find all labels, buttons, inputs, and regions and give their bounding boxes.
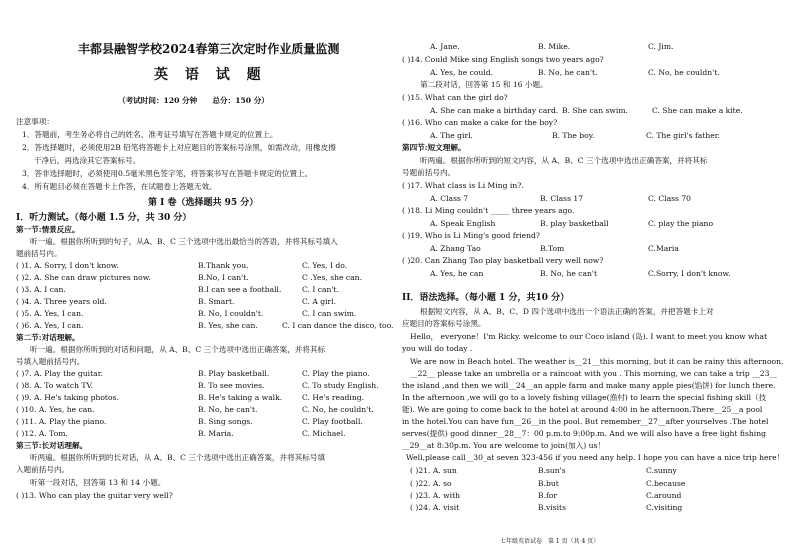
note-item: 干净后，再选涂其它答案标号。	[34, 156, 141, 165]
option-a: A. Yes, he could.	[430, 68, 494, 77]
option-a: A. She can make a birthday card.	[430, 106, 559, 115]
note-item: 4．所有题目必须在答题卡上作答，在试题卷上答题无效。	[22, 182, 217, 191]
notes-heading: 注意事项：	[16, 117, 54, 126]
option-c: C. Play the piano.	[302, 369, 370, 378]
option-c: C.Maria	[648, 244, 679, 253]
sec2-instr: 号填入题前括号内。	[16, 357, 85, 366]
sec4-title: 第四节:短文理解。	[402, 143, 466, 152]
passage-line: In the afternoon ,we will go to a lovely fishing village(渔村) to learn the special fishing skill（技	[402, 393, 767, 402]
school-title: 丰都县融智学校2024春第三次定时作业质量监测	[78, 42, 340, 56]
option-c: C. He's reading.	[302, 393, 364, 402]
question-item: ( )8. A. To watch TV.	[16, 381, 94, 390]
option-b: B.Tom	[540, 244, 565, 253]
option-b: B. play basketball	[540, 219, 609, 228]
passage-line: serves(提供) good dinner__28__7：00 p.m.to 9:00p.m. And we will also have a free light fishing	[402, 429, 766, 438]
option-c: C. A girl.	[302, 297, 337, 306]
option-b: B.sun's	[538, 466, 566, 475]
passage-line: the island ,and then we will__24__an apple farm and make many apple pies(馅饼) for lunch there.	[402, 381, 776, 390]
option-b: B.but	[538, 479, 559, 488]
option-c: C. No, he couldn't.	[302, 405, 374, 414]
option-b: B. She can swim.	[562, 106, 628, 115]
option-c: C. I can swim.	[302, 309, 357, 318]
sec4-instr: 号题前括号内。	[402, 168, 456, 177]
question-item: ( )15. What can the girl do?	[402, 93, 508, 102]
option-b: B. No, he can't.	[538, 68, 598, 77]
question-item: ( )4. A. Three years old.	[16, 297, 107, 306]
question-item: ( )9. A. He's taking photos.	[16, 393, 119, 402]
option-c: C.Sorry, I don't know.	[648, 269, 731, 278]
option-c: C.sunny	[646, 466, 677, 475]
listening-title: I．听力测试。（每小题 1.5 分，共 30 分）	[16, 213, 192, 223]
question-item: ( )18. Li Ming couldn't _____ three years ago.	[402, 206, 575, 215]
question-item: ( )24. A. visit	[410, 503, 460, 512]
option-a: A. Zhang Tao	[430, 244, 481, 253]
grammar-instr: 根据短文内容，从 A、B、C、D 四个选项中选出一个语法正确的答案，并把答题卡上对	[420, 307, 714, 316]
option-b: B. Play basketball.	[198, 369, 270, 378]
question-item: ( )16. Who can make a cake for the boy?	[402, 118, 558, 127]
option-b: B.visits	[538, 503, 566, 512]
option-c: C.because	[646, 479, 686, 488]
passage-line: Well,please call__30_at seven 323-456 if you need any help. I hope you can have a nice trip here！	[406, 453, 785, 462]
option-b: B.Thank you.	[198, 261, 249, 270]
option-a: A. Jane.	[430, 42, 460, 51]
question-item: ( )14. Could Mike sing English songs two years ago?	[402, 55, 604, 64]
sub-section: 第二段对话，回答第 15 和 16 小题。	[420, 80, 548, 89]
option-c: C.visiting	[646, 503, 683, 512]
note-item: 3．答非选择题时，必须使用0.5毫米黑色签字笔，将答案书写在答题卡规定的位置上。	[22, 169, 313, 178]
option-b: B.for	[538, 491, 558, 500]
option-c: C. I can dance the disco, too.	[282, 321, 394, 330]
subject-title: 英 语 试 题	[154, 67, 267, 83]
option-c: C. Yes, I do.	[302, 261, 348, 270]
question-item: ( )3. A. I can.	[16, 285, 66, 294]
option-b: B. No, he can't.	[198, 405, 258, 414]
question-item: ( )6. A. Yes, I can.	[16, 321, 84, 330]
question-item: ( )1. A. Sorry, I don't know.	[16, 261, 119, 270]
option-b: B. To see movies.	[198, 381, 265, 390]
option-c: C. Jim.	[648, 42, 674, 51]
question-item: ( )20. Can Zhang Tao play basketball very well now?	[402, 256, 604, 265]
question-item: ( )2. A. She can draw pictures now.	[16, 273, 151, 282]
option-a: A. The girl.	[430, 131, 473, 140]
passage-line: 能). We are going to come back to the hotel at around 4:00 in he afternoon.There__25__a pool	[402, 405, 763, 414]
question-item: ( )19. Who is Li Ming's good friend?	[402, 231, 540, 240]
question-item: ( )13. Who can play the guitar very well?	[16, 491, 173, 500]
page-footer: 七年级英语试卷 第 1 页（共 4 页）	[500, 538, 600, 545]
sec4-instr: 听两遍。根据你所听到的短文内容，从 A、B、C 三个选项中选出正确答案，并将其标	[420, 156, 708, 165]
option-b: B.No, I can't.	[198, 273, 249, 282]
option-b: B. Maria.	[198, 429, 234, 438]
sec2-instr: 听一遍。根据你所听到的对话和问题，从 A、B、C 三个选项中选出正确答案，并将其标	[30, 345, 326, 354]
option-c: C. No, he couldn't.	[648, 68, 720, 77]
passage-line: you will do today .	[402, 344, 473, 353]
grammar-instr: 应题目的答案标号涂黑。	[402, 319, 486, 328]
passage-line: Hello， everyone！I'm Ricky. welcome to our Coco island (岛). I want to meet you know what	[410, 332, 768, 341]
passage-line: in the hotel.You can have fun__26__in the pool. But remember__27__after yourselves .The hotel	[402, 417, 769, 426]
option-b: B. Smart.	[198, 297, 235, 306]
sec3-instr: 入题前括号内。	[16, 465, 70, 474]
option-b: B. He's taking a walk.	[198, 393, 283, 402]
option-b: B. Sing songs.	[198, 417, 253, 426]
question-item: ( )21. A. sun	[410, 466, 457, 475]
option-a: A. Yes, he can	[430, 269, 484, 278]
option-c: C.around	[646, 491, 682, 500]
option-b: B. No, he can't	[540, 269, 598, 278]
option-c: C. I can't.	[302, 285, 340, 294]
option-c: C. To study English.	[302, 381, 379, 390]
option-b: B.I can see a football.	[198, 285, 282, 294]
option-b: B. No, I couldn't.	[198, 309, 264, 318]
sec1-title: 第一节:情景反应。	[16, 225, 80, 234]
part1-title: 第 I 卷（选择题共 95 分）	[148, 198, 259, 208]
option-a: A. Speak English	[430, 219, 496, 228]
option-b: B. Class 17	[540, 194, 584, 203]
passage-line: __29__at 8:30p.m. You are welcome to join(加入) us！	[402, 441, 606, 450]
question-item: ( )10. A. Yes, he can.	[16, 405, 95, 414]
sec1-instr: 听一遍。根据你所听到的句子，从A、B、C 三个选项中选出最恰当的答语，并将其标号填入	[30, 237, 338, 246]
note-item: 2．答选择题时，必须使用2B 铅笔将答题卡上对应题目的答案标号涂黑，如需改动，用橡皮擦	[22, 143, 336, 152]
grammar-title: II．语法选择。（每小题 1 分，共10 分）	[402, 293, 570, 303]
note-item: 1．答题前，考生务必将自己的姓名、准考证号填写在答题卡规定的位置上。	[22, 130, 278, 139]
option-c: C. She can make a kite.	[652, 106, 743, 115]
question-item: ( )5. A. Yes, I can.	[16, 309, 84, 318]
question-item: ( )11. A. Play the piano.	[16, 417, 107, 426]
sec3-title: 第三节:长对话理解。	[16, 441, 88, 450]
question-item: ( )12. A. Tom.	[16, 429, 68, 438]
option-c: C. Michael.	[302, 429, 346, 438]
passage-line: __22__ please take an umbrella or a raincoat with you . This morning, we can take a trip __23__	[410, 369, 778, 378]
option-c: C. Play football.	[302, 417, 363, 426]
option-c: C. Class 70	[648, 194, 692, 203]
question-item: ( )22. A. so	[410, 479, 452, 488]
sec1-instr: 题前括号内。	[16, 249, 62, 258]
passage-line: We are now in Beach hotel. The weather is__21__this morning, but it can be rainy this afternoon,	[410, 357, 784, 366]
option-c: C. The girl's father.	[646, 131, 720, 140]
question-item: ( )17. What class is Li Ming in?.	[402, 181, 524, 190]
option-b: B. The boy.	[552, 131, 595, 140]
option-c: C .Yes, she can.	[302, 273, 362, 282]
option-a: A. Class 7	[430, 194, 469, 203]
sec3-instr: 听两遍。根据你所听到的长对话，从 A、B、C 三个选项中选出正确答案，并将其标号填	[30, 453, 326, 462]
option-b: B. Yes, she can.	[198, 321, 258, 330]
option-b: B. Mike.	[538, 42, 571, 51]
sec3-sub: 听第一段对话，回答第 13 和 14 小题。	[30, 478, 166, 487]
sec2-title: 第二节:对话理解。	[16, 333, 80, 342]
exam-info: （考试时间：120 分钟 总分：150 分）	[118, 96, 269, 105]
question-item: ( )23. A. with	[410, 491, 461, 500]
question-item: ( )7. A. Play the guitar.	[16, 369, 103, 378]
option-c: C. play the piano	[648, 219, 714, 228]
